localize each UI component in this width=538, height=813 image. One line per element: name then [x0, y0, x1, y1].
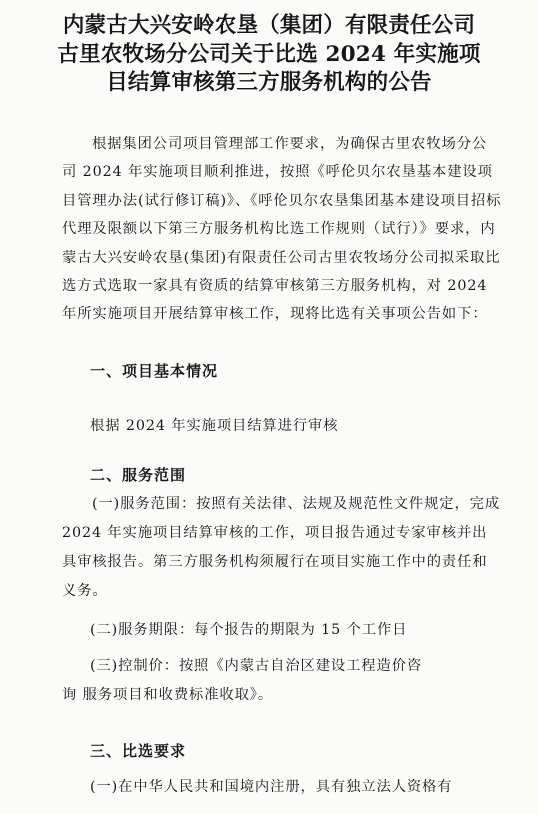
section-3-item-1: (一)在中华人民共和国境内注册，具有独立法人资格有 [90, 779, 453, 795]
intro-paragraph [62, 130, 502, 329]
section-2-item-1: (一)服务范围：按照有关法律、法规及规范性文件规定，完成 2024 年实施项目结算审核的工作，项目报告通过专家审核并出具审核报告。第三方服务机构须履行在项目实施工作中的责任和义务。 [62, 496, 501, 599]
section-2-item-3-line-1: (三)控制价：按照《内蒙古自治区建设工程造价咨 [90, 658, 423, 674]
section-1-heading: 一、项目基本情况 [90, 362, 219, 380]
section-3-heading: 三、比选要求 [90, 742, 187, 760]
section-1-text: 根据 2024 年实施项目结算进行审核 [90, 418, 339, 434]
section-2-heading: 二、服务范围 [90, 466, 187, 484]
intro-text: 根据集团公司项目管理部工作要求，为确保古里农牧场分公司 2024 年实施项目顺利推进，按照《呼伦贝尔农垦基本建设项目管理办法(试行修订稿)》、《呼伦贝尔农垦集团基本建设项目招标代理及限额以下第三方服务机构比选工作规则（试行）》要求，内蒙古大兴安岭农垦(集团)有限责任公司古里农牧场分公司拟采取比选方式选取一家具有资质的结算审核第三方服务机构，对 2024 年所实施项目开展结算审核工作，现将比选有关事项公告如下： [62, 136, 502, 323]
section-2-item-3-line-2: 询 服务项目和收费标准收取》。 [62, 687, 274, 703]
title-line-3: 目结算审核第三方服务机构的公告 [106, 70, 432, 95]
document-title [0, 12, 538, 98]
section-2-item-2: (二)服务期限：每个报告的期限为 15 个工作日 [90, 622, 408, 638]
title-line-2: 古里农牧场分公司关于比选 2024 年实施项 [57, 41, 481, 67]
title-line-1: 内蒙古大兴安岭农垦（集团）有限责任公司 [62, 13, 476, 38]
